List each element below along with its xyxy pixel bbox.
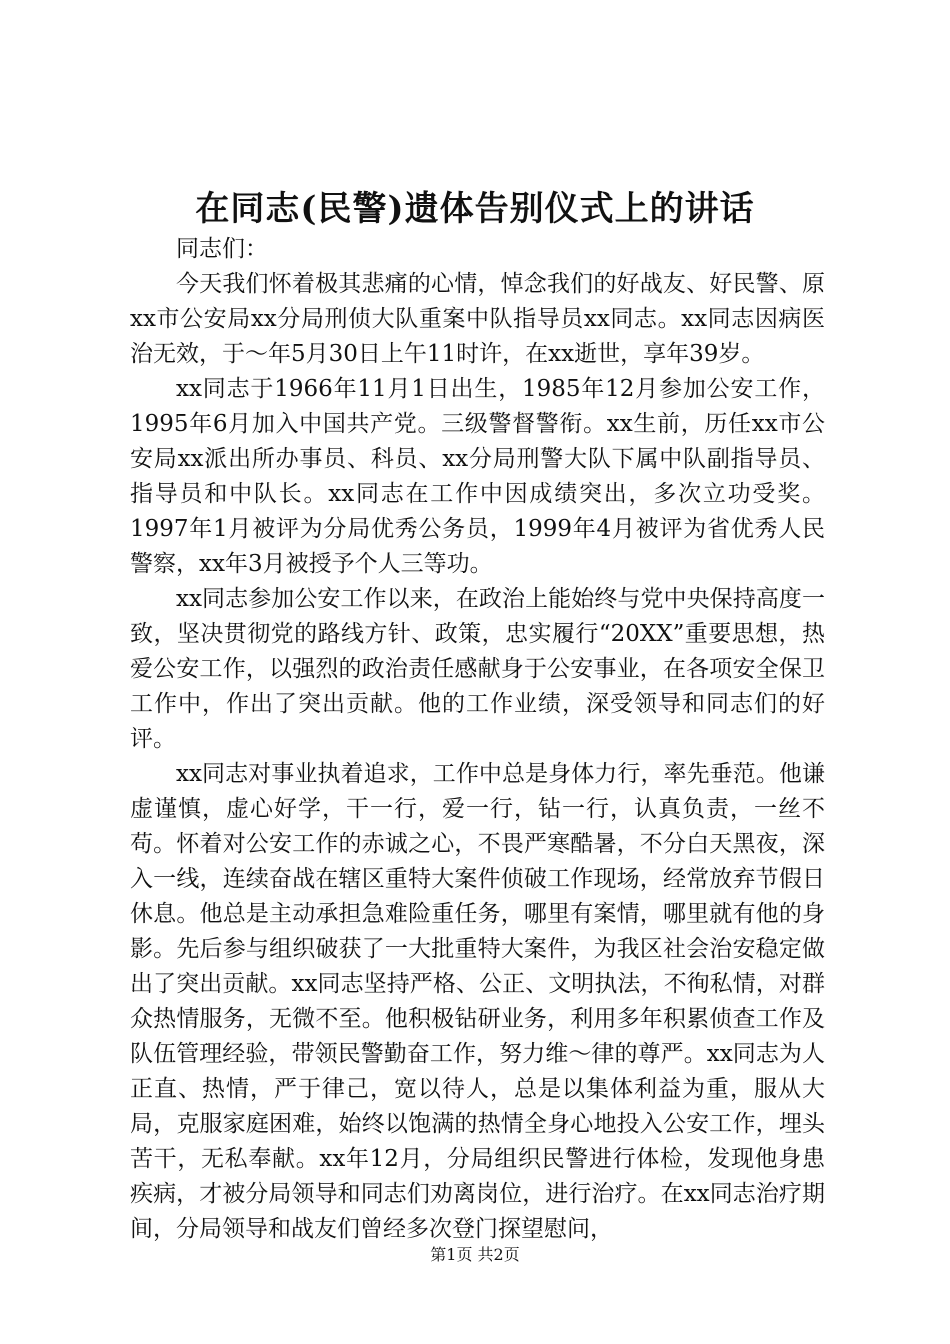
- paragraph: xx同志对事业执着追求，工作中总是身体力行，率先垂范。他谦虚谨慎，虚心好学，干一行，爱一行，钻一行，认真负责，一丝不苟。怀着对公安工作的赤诚之心，不畏严寒酷暑，不分白天黑夜，深入一线，连续奋战在辖区重特大案件侦破工作现场，经常放弃节假日休息。他总是主动承担急难险重任务，哪里有案情，哪里就有他的身影。先后参与组织破获了一大批重特大案件，为我区社会治安稳定做出了突出贡献。xx同志坚持严格、公正、文明执法，不徇私情，对群众热情服务，无微不至。他积极钻研业务，利用多年积累侦查工作及队伍管理经验，带领民警勤奋工作，努力维～律的尊严。xx同志为人正直、热情，严于律己，宽以待人，总是以集体利益为重，服从大局，克服家庭困难，始终以饱满的热情全身心地投入公安工作，埋头苦干，无私奉献。xx年12月，分局组织民警进行体检，发现他身患疾病，才被分局领导和同志们劝离岗位，进行治疗。在xx同志治疗期间，分局领导和战友们曾经多次登门探望慰问，: [130, 761, 825, 1242]
- document-title: 在同志(民警)遗体告别仪式上的讲话: [195, 189, 755, 229]
- paragraph: xx同志于1966年11月1日出生，1985年12月参加公安工作，1995年6月加入中国共产党。三级警督警衔。xx生前，历任xx市公安局xx派出所办事员、科员、xx分局刑警大队下属中队副指导员、指导员和中队长。xx同志在工作中因成绩突出，多次立功受奖。1997年1月被评为分局优秀公务员，1999年4月被评为省优秀人民警察，xx年3月被授予个人三等功。: [130, 376, 825, 577]
- paragraph: 今天我们怀着极其悲痛的心情，悼念我们的好战友、好民警、原xx市公安局xx分局刑侦大队重案中队指导员xx同志。xx同志因病医治无效，于～年5月30日上午11时许，在xx逝世，享年39岁。: [130, 271, 825, 367]
- page-number-footer: 第1页 共2页: [430, 1245, 520, 1264]
- salutation: 同志们：: [176, 236, 268, 262]
- document-body: [130, 232, 825, 1247]
- paragraph: xx同志参加公安工作以来，在政治上能始终与党中央保持高度一致，坚决贯彻党的路线方针、政策，忠实履行“20XX”重要思想，热爱公安工作，以强烈的政治责任感献身于公安事业，在各项安全保卫工作中，作出了突出贡献。他的工作业绩，深受领导和同志们的好评。: [130, 586, 825, 752]
